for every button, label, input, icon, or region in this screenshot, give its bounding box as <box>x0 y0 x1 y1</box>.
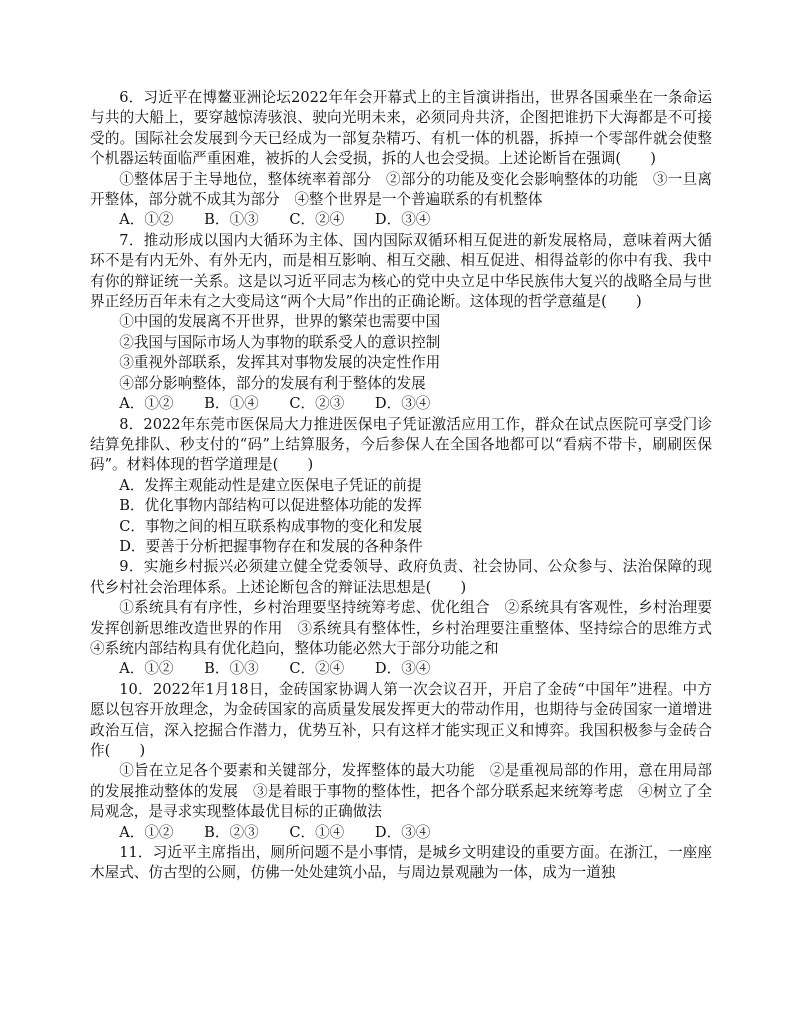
choice-c: C．②④ <box>289 211 345 229</box>
option-3: ③重视外部联系，发挥其对事物发展的决定性作用 <box>119 354 441 372</box>
question-stem: 9．实施乡村振兴必须建立健全党委领导、政府负责、社会协同、公众参与、法治保障的现代乡村社会治理体系。上述论断包含的辩证法思想是( ) <box>90 558 712 596</box>
answer-choices <box>90 394 712 414</box>
option-c: C．事物之间的相互联系构成事物的变化和发展 <box>119 517 423 535</box>
choice-d: D．③④ <box>374 660 431 678</box>
question-11 <box>90 843 712 884</box>
option-d: D．要善于分析把握事物存在和发展的各种条件 <box>119 537 423 555</box>
choice-d: D．③④ <box>374 395 431 413</box>
choice-d: D．③④ <box>374 211 431 229</box>
answer-choices <box>90 659 712 679</box>
question-options: ①系统具有有序性，乡村治理要坚持统筹考虑、优化组合 ②系统具有客观性，乡村治理要发挥创新思维改造世界的作用 ③系统具有整体性，乡村治理要注重整体、坚持综合的思维方式 ④系统内部结构具有优化趋向，整体功能必然大于部分功能之和 <box>90 599 727 657</box>
option-4: ④部分影响整体，部分的发展有利于整体的发展 <box>119 374 426 392</box>
question-stem: 8．2022年东莞市医保局大力推进医保电子凭证激活应用工作，群众在试点医院可享受门诊结算免排队、秒支付的“码”上结算服务，今后参保人在全国各地都可以“看病不带卡，刷刷医保码”。材料体现的哲学道理是( ) <box>90 415 712 474</box>
question-stem: 10．2022年1月18日，金砖国家协调人第一次会议召开，开启了金砖“中国年”进程。中方愿以包容开放理念，为金砖国家的高质量发展发挥更大的带动作用，也期待与金砖国家一道增进政治互信，深入挖掘合作潜力，优势互补，只有这样才能实现正义和博弈。我国积极参与金砖合作( ) <box>90 680 712 759</box>
question-stem: 6．习近平在博鳌亚洲论坛2022年年会开幕式上的主旨演讲指出，世界各国乘坐在一条命运与共的大船上，要穿越惊涛骇浪、驶向光明未来，必须同舟共济，企图把谁扔下大海都是不可接受的。国际社会发展到今天已经成为一部复杂精巧、有机一体的机器，拆掉一个零部件就会使整个机器运转面临严重困难，被拆的人会受损，拆的人也会受损。上述论断旨在强调( ) <box>90 89 712 168</box>
choice-c: C．①④ <box>289 823 345 841</box>
answer-choices <box>90 210 712 230</box>
question-10 <box>90 680 712 843</box>
question-7 <box>90 231 712 415</box>
choice-b: B．①③ <box>204 211 259 229</box>
option-1: ①中国的发展离不开世界，世界的繁荣也需要中国 <box>119 313 441 331</box>
choice-b: B．①③ <box>204 660 259 678</box>
question-6 <box>90 88 712 231</box>
choice-a: A．①② <box>119 823 174 841</box>
choice-b: B．①④ <box>204 395 259 413</box>
option-a: A．发挥主观能动性是建立医保电子凭证的前提 <box>119 476 422 494</box>
option-b: B．优化事物内部结构可以促进整体功能的发挥 <box>119 497 422 515</box>
choice-a: A．①② <box>119 660 174 678</box>
question-stem: 7．推动形成以国内大循环为主体、国内国际双循环相互促进的新发展格局，意味着两大循环不是有内无外、有外无内，而是相互影响、相互交融、相互促进、相得益彰的你中有我、我中有你的辩证统一关系。这是以习近平同志为核心的党中央立足中华民族伟大复兴的战略全局与世界正经历百年未有之大变局这“两个大局”作出的正确论断。这体现的哲学意蕴是( ) <box>90 231 712 311</box>
option-2: ②我国与国际市场人为事物的联系受人的意识控制 <box>119 333 441 351</box>
question-8 <box>90 415 712 558</box>
question-options: ①旨在立足各个要素和关键部分，发挥整体的最大功能 ②是重视局部的作用，意在用局部的发展推动整体的发展 ③是着眼于事物的整体性，把各个部分联系起来统筹考虑 ④树立了全局观念，是寻求实现整体最优目标的正确做法 <box>90 762 712 821</box>
choice-b: B．②③ <box>204 823 259 841</box>
question-stem: 11．习近平主席指出，厕所问题不是小事情，是城乡文明建设的重要方面。在浙江，一座座木屋式、仿古型的公厕，仿佛一处处建筑小品，与周边景观融为一体，成为一道独 <box>90 844 712 882</box>
question-options: ①整体居于主导地位，整体统率着部分 ②部分的功能及变化会影响整体的功能 ③一旦离开整体，部分就不成其为部分 ④整个世界是一个普遍联系的有机整体 <box>90 170 712 209</box>
answer-choices <box>90 823 712 843</box>
choice-a: A．①② <box>119 211 174 229</box>
choice-c: C．②③ <box>289 395 345 413</box>
choice-d: D．③④ <box>374 823 431 841</box>
choice-a: A．①② <box>119 395 174 413</box>
question-9 <box>90 557 727 679</box>
choice-c: C．②④ <box>289 660 345 678</box>
